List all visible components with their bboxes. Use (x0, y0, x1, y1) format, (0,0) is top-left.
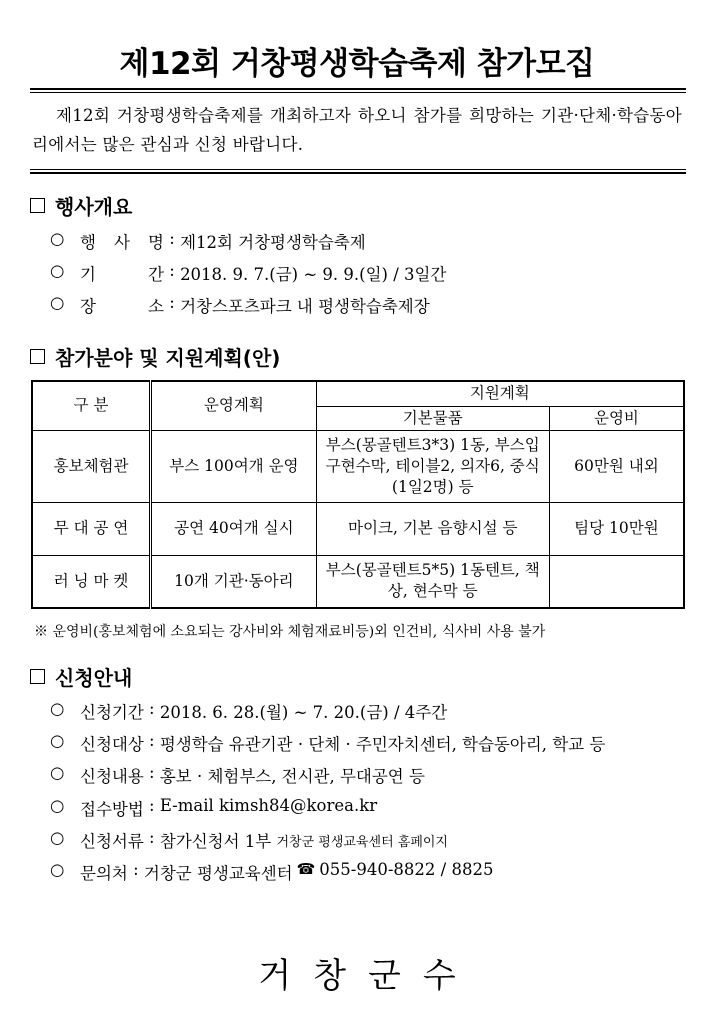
intro-rule-thick (30, 172, 686, 174)
header-plan: 운영계획 (151, 381, 317, 430)
cell-supplies: 부스(몽골텐트3*3) 1동, 부스입구현수막, 테이블2, 의자6, 중식(1일2명) 등 (316, 430, 549, 502)
overview-value: 2018. 9. 7.(금) ~ 9. 9.(일) / 3일간 (180, 265, 447, 284)
cell-cost: 60만원 내외 (549, 430, 684, 502)
table-row (32, 430, 684, 502)
application-value: 참가신청서 1부 (159, 832, 272, 851)
bullet-icon: ○ (50, 699, 65, 718)
bullet-icon: ○ (50, 261, 65, 280)
cell-plan: 공연 40여개 실시 (151, 502, 317, 555)
overview-value: 거창스포츠파크 내 평생학습축제장 (180, 297, 430, 316)
application-value: 홍보 · 체험부스, 전시관, 무대공연 등 (159, 767, 425, 786)
support-plan-table (31, 380, 685, 609)
cell-supplies: 마이크, 기본 음향시설 등 (316, 502, 549, 555)
contact-phone: 055-940-8822 / 8825 (319, 860, 494, 879)
cell-category: 홍보체험관 (32, 430, 151, 502)
application-value-small: 거창군 평생교육센터 홈페이지 (276, 834, 448, 850)
overview-item-name: ○ 행 사 명 : 제12회 거창평생학습축제 (50, 229, 366, 252)
overview-item-period: ○ 기 간 : 2018. 9. 7.(금) ~ 9. 9.(일) / 3일간 (50, 261, 447, 284)
phone-icon: ☎ (296, 860, 316, 878)
application-value: E-mail kimsh84@korea.kr (159, 796, 378, 815)
section-heading-overview: 행사개요 (30, 191, 132, 220)
bullet-icon: ○ (50, 828, 65, 847)
application-item-content: ○ 신청내용 : 홍보 · 체험부스, 전시관, 무대공연 등 (50, 763, 425, 786)
overview-label: 기 간 (80, 265, 164, 284)
application-label: 신청서류 (80, 832, 144, 851)
checkbox-square-icon (30, 198, 45, 213)
checkbox-square-icon (30, 669, 45, 684)
application-label: 문의처 (80, 864, 128, 883)
intro-rule (30, 169, 686, 170)
application-item-method: ○ 접수방법 : E-mail kimsh84@korea.kr (50, 796, 378, 819)
bullet-icon: ○ (50, 763, 65, 782)
header-category: 구 분 (32, 381, 151, 430)
application-value: 거창군 평생교육센터 (143, 864, 293, 883)
top-rule-thin (30, 92, 686, 93)
header-cost: 운영비 (549, 406, 684, 430)
application-label: 신청기간 (80, 703, 144, 722)
table-row (32, 502, 684, 555)
bullet-icon: ○ (50, 229, 65, 248)
cell-cost (549, 555, 684, 608)
section-heading-application: 신청안내 (30, 662, 132, 691)
application-item-period: ○ 신청기간 : 2018. 6. 28.(월) ~ 7. 20.(금) / 4주간 (50, 699, 448, 722)
top-rule (30, 88, 686, 90)
application-label: 신청내용 (80, 767, 144, 786)
overview-label: 행 사 명 (80, 233, 164, 252)
bullet-icon: ○ (50, 796, 65, 815)
application-label: 접수방법 (80, 800, 144, 819)
application-label: 신청대상 (80, 735, 144, 754)
cell-plan: 10개 기관·동아리 (151, 555, 317, 608)
section-heading-plan: 참가분야 및 지원계획(안) (30, 342, 280, 371)
application-item-contact: ○ 문의처 : 거창군 평생교육센터 ☎ 055-940-8822 / 8825 (50, 860, 494, 883)
page-title: 제12회 거창평생학습축제 참가모집 (119, 46, 595, 82)
table-note: ※ 운영비(홍보체험에 소요되는 강사비와 체험재료비등)외 인건비, 식사비 사용 불가 (34, 624, 546, 640)
cell-category: 러 닝 마 켓 (32, 555, 151, 608)
overview-label: 장 소 (80, 297, 164, 316)
intro-paragraph: 제12회 거창평생학습축제를 개최하고자 하오니 참가를 희망하는 기관·단체·학습동아리에서는 많은 관심과 신청 바랍니다. (32, 106, 682, 154)
cell-plan: 부스 100여개 운영 (151, 430, 317, 502)
overview-value: 제12회 거창평생학습축제 (180, 233, 366, 252)
bullet-icon: ○ (50, 860, 65, 879)
cell-category: 무 대 공 연 (32, 502, 151, 555)
header-support: 지원계획 (316, 381, 684, 406)
checkbox-square-icon (30, 349, 45, 364)
application-item-documents: ○ 신청서류 : 참가신청서 1부 거창군 평생교육센터 홈페이지 (50, 828, 448, 851)
application-value: 평생학습 유관기관 · 단체 · 주민자치센터, 학습동아리, 학교 등 (159, 735, 606, 754)
cell-cost: 팀당 10만원 (549, 502, 684, 555)
header-supplies: 기본물품 (316, 406, 549, 430)
bullet-icon: ○ (50, 731, 65, 750)
table-row (32, 555, 684, 608)
overview-item-place: ○ 장 소 : 거창스포츠파크 내 평생학습축제장 (50, 293, 430, 316)
application-item-target: ○ 신청대상 : 평생학습 유관기관 · 단체 · 주민자치센터, 학습동아리, 학교 등 (50, 731, 606, 754)
cell-supplies: 부스(몽골텐트5*5) 1동텐트, 책상, 현수막 등 (316, 555, 549, 608)
bullet-icon: ○ (50, 293, 65, 312)
signature: 거창군수 (258, 956, 478, 996)
application-value: 2018. 6. 28.(월) ~ 7. 20.(금) / 4주간 (159, 703, 448, 722)
